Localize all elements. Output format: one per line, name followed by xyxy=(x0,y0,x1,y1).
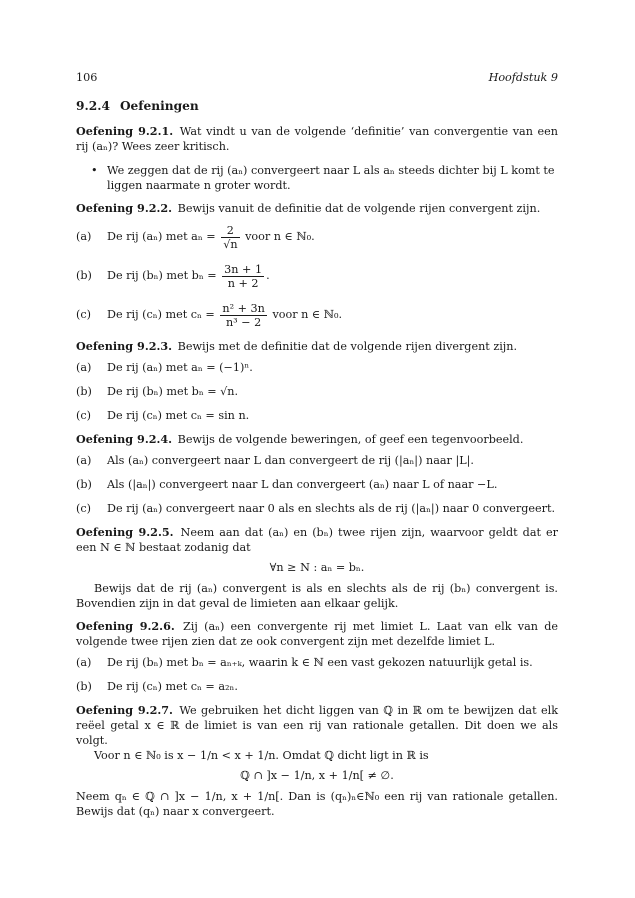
item-text: Als (|aₙ|) convergeert naar L dan convergeert (aₙ) naar L of naar −L. xyxy=(107,478,498,491)
exercise-9-2-3 xyxy=(76,339,558,354)
exercise-label: Oefening 9.2.4. xyxy=(76,432,173,446)
list-item xyxy=(76,384,558,399)
exercise-text: We gebruiken het dicht liggen van ℚ in ℝ om te bewijzen dat elk reëel getal x ∈ ℝ de limiet is van een rij van rationale getallen. Dit doen we als volgt. xyxy=(76,704,558,747)
list-item xyxy=(76,408,558,423)
bullet-text: We zeggen dat de rij (aₙ) convergeert naar L als aₙ steeds dichter bij L komt te liggen naarmate n groter wordt. xyxy=(107,164,555,192)
display-formula: ∀n ≥ N : aₙ = bₙ. xyxy=(269,561,365,574)
item-label: (b) xyxy=(76,385,92,398)
exercise-line: Voor n ∈ ℕ₀ is x − 1/n < x + 1/n. Omdat ℚ dicht ligt in ℝ is xyxy=(94,749,429,762)
exercise-9-2-7 xyxy=(76,703,558,748)
display-formula: ℚ ∩ ]x − 1/n, x + 1/n[ ≠ ∅. xyxy=(240,769,394,782)
exercise-text: Wat vindt u van de volgende ‘definitie’ van convergentie van een rij (aₙ)? Wees zeer kritisch. xyxy=(76,125,559,153)
exercise-label: Oefening 9.2.7. xyxy=(76,703,173,717)
chapter-title: Hoofdstuk 9 xyxy=(488,71,558,84)
denominator: √n xyxy=(223,237,238,251)
item-text: De rij (bₙ) met bₙ = aₙ₊ₖ, waarin k ∈ ℕ een vast gekozen natuurlijk getal is. xyxy=(107,656,533,669)
fraction xyxy=(222,263,264,290)
item-text: De rij (bₙ) met bₙ = √n. xyxy=(107,385,239,398)
section-heading xyxy=(76,99,558,114)
exercise-label: Oefening 9.2.1. xyxy=(76,124,174,138)
item-text-post: . xyxy=(266,269,270,282)
list-item xyxy=(76,453,558,468)
list-item xyxy=(76,261,558,291)
exercise-label: Oefening 9.2.6. xyxy=(76,619,175,633)
exercise-9-2-6 xyxy=(76,619,558,649)
item-text: Als (aₙ) convergeert naar L dan convergeert de rij (|aₙ|) naar |L|. xyxy=(107,454,474,467)
exercise-9-2-1 xyxy=(76,124,558,154)
list-item xyxy=(76,222,558,252)
list-item xyxy=(76,655,558,670)
item-text-post: voor n ∈ ℕ₀. xyxy=(272,308,342,321)
exercise-9-2-5 xyxy=(76,525,558,555)
exercise-label: Oefening 9.2.3. xyxy=(76,339,173,353)
bullet-icon: • xyxy=(91,164,98,177)
item-label: (a) xyxy=(76,656,92,669)
exercise-9-2-2 xyxy=(76,201,558,216)
exercise-text: Bewijs de volgende beweringen, of geef een tegenvoorbeeld. xyxy=(177,433,524,446)
exercise-text: Zij (aₙ) een convergente rij met limiet L. Laat van elk van de volgende twee rijen zien dat ze ook convergent zijn met dezelfde limiet L. xyxy=(76,620,558,648)
section-title: Oefeningen xyxy=(119,99,199,113)
item-label: (c) xyxy=(76,308,91,321)
item-text: De rij (aₙ) met aₙ = xyxy=(107,230,216,243)
item-label: (c) xyxy=(76,409,91,422)
item-label: (b) xyxy=(76,269,92,282)
page-number: 106 xyxy=(76,71,98,84)
fraction xyxy=(221,224,239,251)
item-label: (b) xyxy=(76,680,92,693)
exercise-9-2-4 xyxy=(76,432,558,447)
item-list xyxy=(76,655,558,694)
exercise-text: Bewijs vanuit de definitie dat de volgende rijen convergent zijn. xyxy=(177,202,541,215)
item-label: (a) xyxy=(76,361,92,374)
numerator: n² + 3n xyxy=(222,301,265,315)
item-text-post: voor n ∈ ℕ₀. xyxy=(245,230,315,243)
exercise-label: Oefening 9.2.5. xyxy=(76,525,174,539)
item-text: De rij (cₙ) met cₙ = xyxy=(107,308,215,321)
item-text: De rij (bₙ) met bₙ = xyxy=(107,269,217,282)
item-list xyxy=(76,453,558,516)
page-header xyxy=(76,70,558,85)
list-item xyxy=(76,679,558,694)
list-item xyxy=(76,300,558,330)
item-text: De rij (cₙ) met cₙ = a₂ₙ. xyxy=(107,680,238,693)
exercise-text: Bewijs met de definitie dat de volgende rijen divergent zijn. xyxy=(177,340,518,353)
item-label: (c) xyxy=(76,502,91,515)
item-list xyxy=(76,222,558,330)
denominator: n³ − 2 xyxy=(225,315,262,329)
item-text: De rij (aₙ) convergeert naar 0 als en slechts als de rij (|aₙ|) naar 0 convergeert. xyxy=(107,502,556,515)
numerator: 2 xyxy=(221,224,239,238)
exercise-paragraph: Neem qₙ ∈ ℚ ∩ ]x − 1/n, x + 1/n[. Dan is (qₙ)ₙ∈ℕ₀ een rij van rationale getallen. Bewijs dat (qₙ) naar x convergeert. xyxy=(76,790,558,818)
list-item xyxy=(76,360,558,375)
item-label: (b) xyxy=(76,478,92,491)
list-item xyxy=(76,501,558,516)
exercise-label: Oefening 9.2.2. xyxy=(76,201,173,215)
document-page xyxy=(76,70,558,819)
exercise-paragraph: Bewijs dat de rij (aₙ) convergent is als en slechts als de rij (bₙ) convergent is. Bovendien zijn in dat geval de limieten aan elkaar gelijk. xyxy=(76,582,558,610)
denominator: n + 2 xyxy=(227,276,259,290)
bullet-item xyxy=(76,163,558,193)
item-text: De rij (cₙ) met cₙ = sin n. xyxy=(107,409,250,422)
numerator: 3n + 1 xyxy=(224,262,263,276)
section-number: 9.2.4 xyxy=(76,99,110,113)
exercise-text: Neem aan dat (aₙ) en (bₙ) twee rijen zijn, waarvoor geldt dat er een N ∈ ℕ bestaat zodanig dat xyxy=(76,526,558,554)
item-text: De rij (aₙ) met aₙ = (−1)ⁿ. xyxy=(107,361,253,374)
list-item xyxy=(76,477,558,492)
item-label: (a) xyxy=(76,454,92,467)
fraction xyxy=(220,302,267,329)
item-label: (a) xyxy=(76,230,92,243)
item-list xyxy=(76,360,558,423)
